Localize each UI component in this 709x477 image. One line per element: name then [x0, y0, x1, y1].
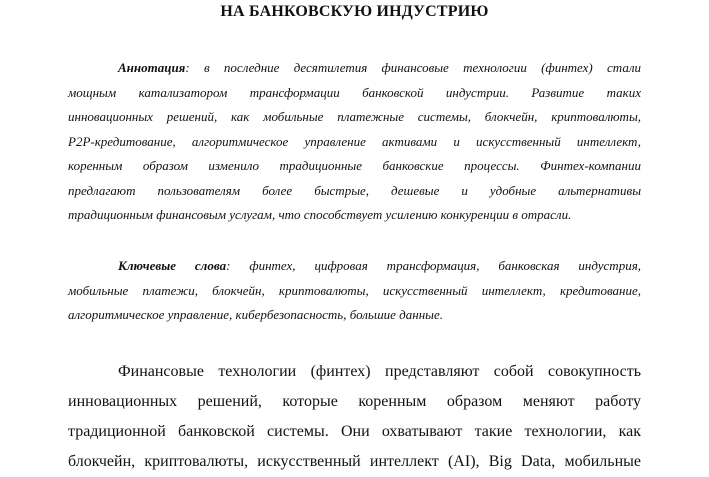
keywords-line: мобильные платежи, блокчейн, криптовалюты, искусственный интеллект, кредитование,: [68, 282, 641, 298]
abstract-line: мощным катализатором трансформации банковской индустрии. Развитие таких: [68, 84, 641, 100]
keywords-line: Ключевые слова: финтех, цифровая трансформация, банковская индустрия,: [118, 258, 641, 273]
body-line: блокчейн, криптовалюты, искусственный интеллект (AI), Big Data, мобильные: [68, 453, 641, 470]
abstract-line: Аннотация: в последние десятилетия финансовые технологии (финтех) стали: [118, 60, 642, 75]
paper-title: НА БАНКОВСКУЮ ИНДУСТРИЮ: [220, 3, 489, 20]
keywords-label: Ключевые слова: [118, 258, 227, 273]
body-line: Финансовые технологии (финтех) представляют собой совокупность: [118, 363, 641, 380]
abstract-line: традиционным финансовым услугам, что способствует усилению конкуренции в отрасли.: [68, 207, 572, 222]
abstract-line: коренным образом изменило традиционные банковские процессы. Финтех-компании: [68, 158, 641, 173]
keywords-line: алгоритмическое управление, кибербезопасность, большие данные.: [68, 307, 443, 322]
body-line: традиционной банковской системы. Они охватывают такие технологии, как: [68, 423, 641, 440]
keywords-block: [68, 254, 641, 328]
abstract-line: предлагают пользователям более быстрые, дешевые и удобные альтернативы: [68, 182, 641, 198]
body-line: инновационных решений, которые коренным образом меняют работу: [68, 393, 641, 410]
abstract-block: [68, 56, 641, 228]
abstract-label: Аннотация: [118, 60, 186, 75]
abstract-line: P2P-кредитование, алгоритмическое управление активами и искусственный интеллект,: [68, 133, 641, 149]
abstract-line: инновационных решений, как мобильные платежные системы, блокчейн, криптовалюты,: [68, 109, 641, 124]
body-paragraph: [68, 357, 641, 477]
